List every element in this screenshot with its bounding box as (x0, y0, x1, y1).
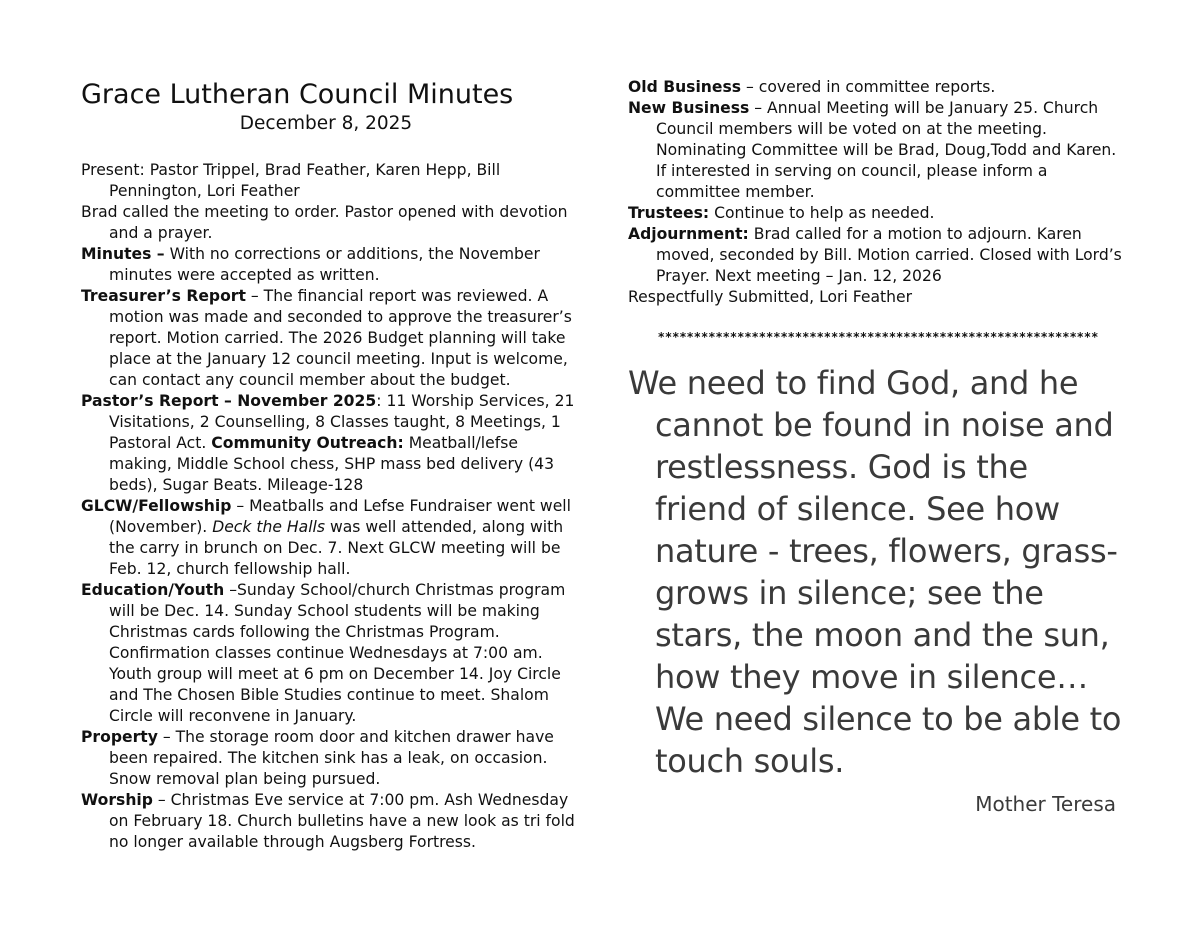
adjournment-label: Adjournment: (628, 225, 749, 243)
old-business-label: Old Business (628, 78, 742, 96)
treasurer-paragraph (81, 286, 576, 391)
old-business-text: – covered in committee reports. (741, 78, 996, 96)
glcw-text-1: – Meatballs and Lefse Fundraiser went well (November). (109, 497, 571, 536)
education-label: Education/Youth (81, 581, 225, 599)
outreach-text: Meatball/lefse making, Middle School chess, SHP mass bed delivery (43 beds), Sugar Beats. Mileage-128 (109, 434, 554, 494)
education-text: –Sunday School/church Christmas program will be Dec. 14. Sunday School students will be making Christmas cards following the Christmas Program. Confirmation classes continue Wednesdays at 7:00 am. Youth group will meet at 6 pm on December 14. Joy Circle and The Chosen Bible Studies continue to meet. Shalom Circle will reconvene in January. (109, 581, 566, 725)
quote-text: We need to find God, and he cannot be found in noise and restlessness. God is the friend of silence. See how nature - trees, flowers, grass- grows in silence; see the stars, the moon and the sun, how they move in silence… We need silence to be able to touch souls. (628, 364, 1122, 780)
adjournment-paragraph (628, 224, 1128, 287)
property-text: – The storage room door and kitchen drawer have been repaired. The kitchen sink has a leak, on occasion. Snow removal plan being pursued. (109, 728, 554, 788)
worship-text: – Christmas Eve service at 7:00 pm. Ash Wednesday on February 18. Church bulletins have a new look as tri fold no longer available through Augsberg Fortress. (109, 791, 575, 851)
worship-label: Worship (81, 791, 153, 809)
pastor-text: : 11 Worship Services, 21 Visitations, 2 Counselling, 8 Classes taught, 8 Meetings, 1 Pastoral Act. (109, 392, 575, 452)
minutes-text: With no corrections or additions, the November minutes were accepted as written. (109, 245, 540, 284)
left-column (81, 78, 576, 853)
glcw-label: GLCW/Fellowship (81, 497, 232, 515)
trustees-label: Trustees: (628, 204, 710, 222)
outreach-label: Community Outreach: (211, 434, 404, 452)
property-label: Property (81, 728, 158, 746)
asterisk-divider: ************************************************************* (657, 330, 1099, 344)
trustees-text: Continue to help as needed. (709, 204, 935, 222)
minutes-paragraph (81, 244, 576, 286)
submitted-by: Respectfully Submitted, Lori Feather (628, 288, 913, 306)
worship-paragraph (81, 790, 576, 853)
right-column (628, 77, 1128, 816)
new-business-paragraph (628, 98, 1128, 203)
new-business-text: – Annual Meeting will be January 25. Church Council members will be voted on at the meeting. Nominating Committee will be Brad, Doug,Todd and Karen. If interested in serving on council, please inform a committee member. (656, 99, 1117, 201)
property-paragraph (81, 727, 576, 790)
glcw-paragraph (81, 496, 576, 580)
new-business-label: New Business (628, 99, 750, 117)
old-business-paragraph (628, 77, 1128, 98)
education-paragraph (81, 580, 576, 727)
trustees-paragraph (628, 203, 1128, 224)
treasurer-text: – The financial report was reviewed. A motion was made and seconded to approve the treasurer’s report. Motion carried. The 2026 Budget planning will take place at the January 12 council meeting. Input is welcome, can contact any council member about the budget. (109, 287, 572, 389)
pastor-label: Pastor’s Report – November 2025 (81, 392, 377, 410)
glcw-italic: Deck the Halls (212, 518, 325, 536)
page-title: Grace Lutheran Council Minutes (81, 79, 514, 110)
treasurer-label: Treasurer’s Report (81, 287, 246, 305)
glcw-text-2: was well attended, along with the carry in brunch on Dec. 7. Next GLCW meeting will be Feb. 12, church fellowship hall. (109, 518, 564, 578)
meeting-date: December 8, 2025 (239, 113, 413, 134)
call-to-order-paragraph: Brad called the meeting to order. Pastor opened with devotion and a prayer. (81, 203, 568, 242)
pastor-report-paragraph (81, 391, 576, 496)
minutes-label: Minutes – (81, 245, 165, 263)
quote-attribution: Mother Teresa (975, 792, 1116, 816)
present-paragraph: Present: Pastor Trippel, Brad Feather, Karen Hepp, Bill Pennington, Lori Feather (81, 161, 501, 200)
adjournment-text: Brad called for a motion to adjourn. Karen moved, seconded by Bill. Motion carried. Closed with Lord’s Prayer. Next meeting – Jan. 12, 2026 (656, 225, 1122, 285)
